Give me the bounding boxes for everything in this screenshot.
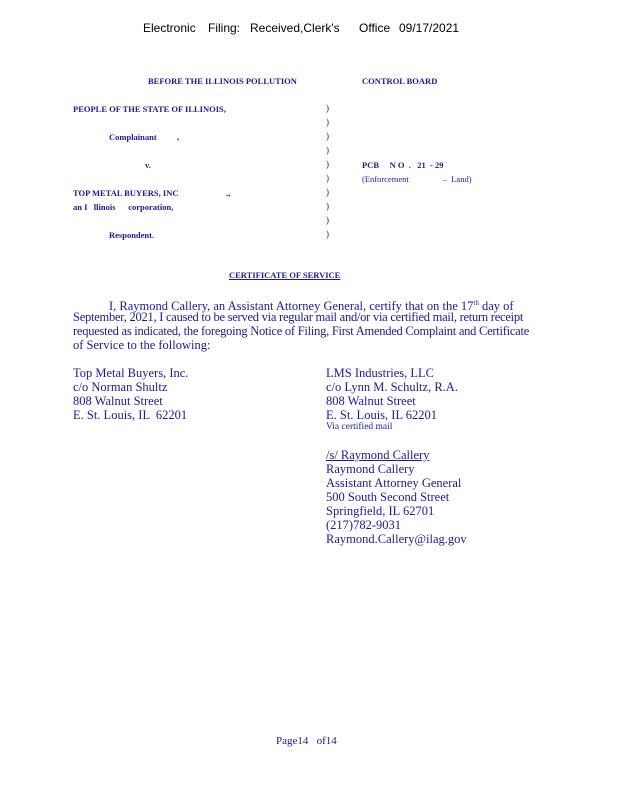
certificate-line-3: requested as indicated, the foregoing Notice of Filing, First Amended Complaint and Certificate: [73, 324, 529, 338]
header-word-office: Office: [359, 21, 391, 35]
certificate-line-2: September, 2021, I caused to be served via regular mail and/or via certified mail, return receipt: [73, 310, 524, 324]
respondent-label: Respondent.: [109, 230, 155, 240]
certificate-line-4: of Service to the following:: [73, 338, 211, 352]
complainant-comma: ,: [177, 132, 180, 142]
address-line: 808 Walnut Street: [326, 394, 416, 408]
certificate-title: CERTIFICATE OF SERVICE: [229, 270, 341, 280]
caption-paren: ): [326, 117, 329, 127]
header-word-electronic: Electronic: [143, 21, 196, 35]
address-line: E. St. Louis, IL 62201: [73, 408, 188, 422]
address-line: LMS Industries, LLC: [326, 366, 434, 380]
caption-paren: ): [326, 159, 329, 169]
caption-paren: ): [326, 215, 329, 225]
case-number: PCB N O . 21 - 29: [362, 160, 444, 170]
caption-paren: ): [326, 187, 329, 197]
address-line: 808 Walnut Street: [73, 394, 163, 408]
corporation-line: an I llinois corporation,: [73, 202, 174, 212]
header-word-received: Received,Clerk's: [250, 21, 340, 35]
page-number: Page14 of14: [276, 735, 337, 747]
respondent-suffix: .,: [226, 188, 231, 198]
party-people: PEOPLE OF THE STATE OF ILLINOIS,: [73, 104, 226, 114]
board-name-left: BEFORE THE ILLINOIS POLLUTION: [148, 76, 297, 86]
caption-paren: ): [326, 145, 329, 155]
caption-paren: ): [326, 201, 329, 211]
caption-paren: ): [326, 103, 329, 113]
address-line: c/o Norman Shultz: [73, 380, 168, 394]
signature-line: Assistant Attorney General: [326, 476, 462, 490]
versus-label: v.: [145, 160, 151, 170]
electronic-signature: /s/ Raymond Callery: [326, 448, 430, 462]
header-date: 09/17/2021: [399, 21, 460, 35]
caption-paren: ): [326, 131, 329, 141]
certificate-line-1: I, Raymond Callery, an Assistant Attorney General, certify that on the 17th day of: [109, 299, 514, 314]
header-word-filing: Filing:: [208, 21, 241, 35]
caption-paren: ): [326, 173, 329, 183]
caption-paren: ): [326, 229, 329, 239]
respondent-name: TOP METAL BUYERS, INC: [73, 188, 179, 198]
address-line: Top Metal Buyers, Inc.: [73, 366, 189, 380]
signature-email: Raymond.Callery@ilag.gov: [326, 532, 467, 546]
address-line: c/o Lynn M. Schultz, R.A.: [326, 380, 458, 394]
case-type: (Enforcement – Land): [362, 174, 472, 184]
signature-line: Springfield, IL 62701: [326, 504, 435, 518]
complainant-label: Complainant: [109, 132, 157, 142]
delivery-method: Via certified mail: [326, 422, 393, 432]
address-line: E. St. Louis, IL 62201: [326, 408, 437, 422]
board-name-right: CONTROL BOARD: [362, 76, 438, 86]
signature-line: 500 South Second Street: [326, 490, 450, 504]
signature-line: (217)782-9031: [326, 518, 401, 532]
signature-line: Raymond Callery: [326, 462, 415, 476]
